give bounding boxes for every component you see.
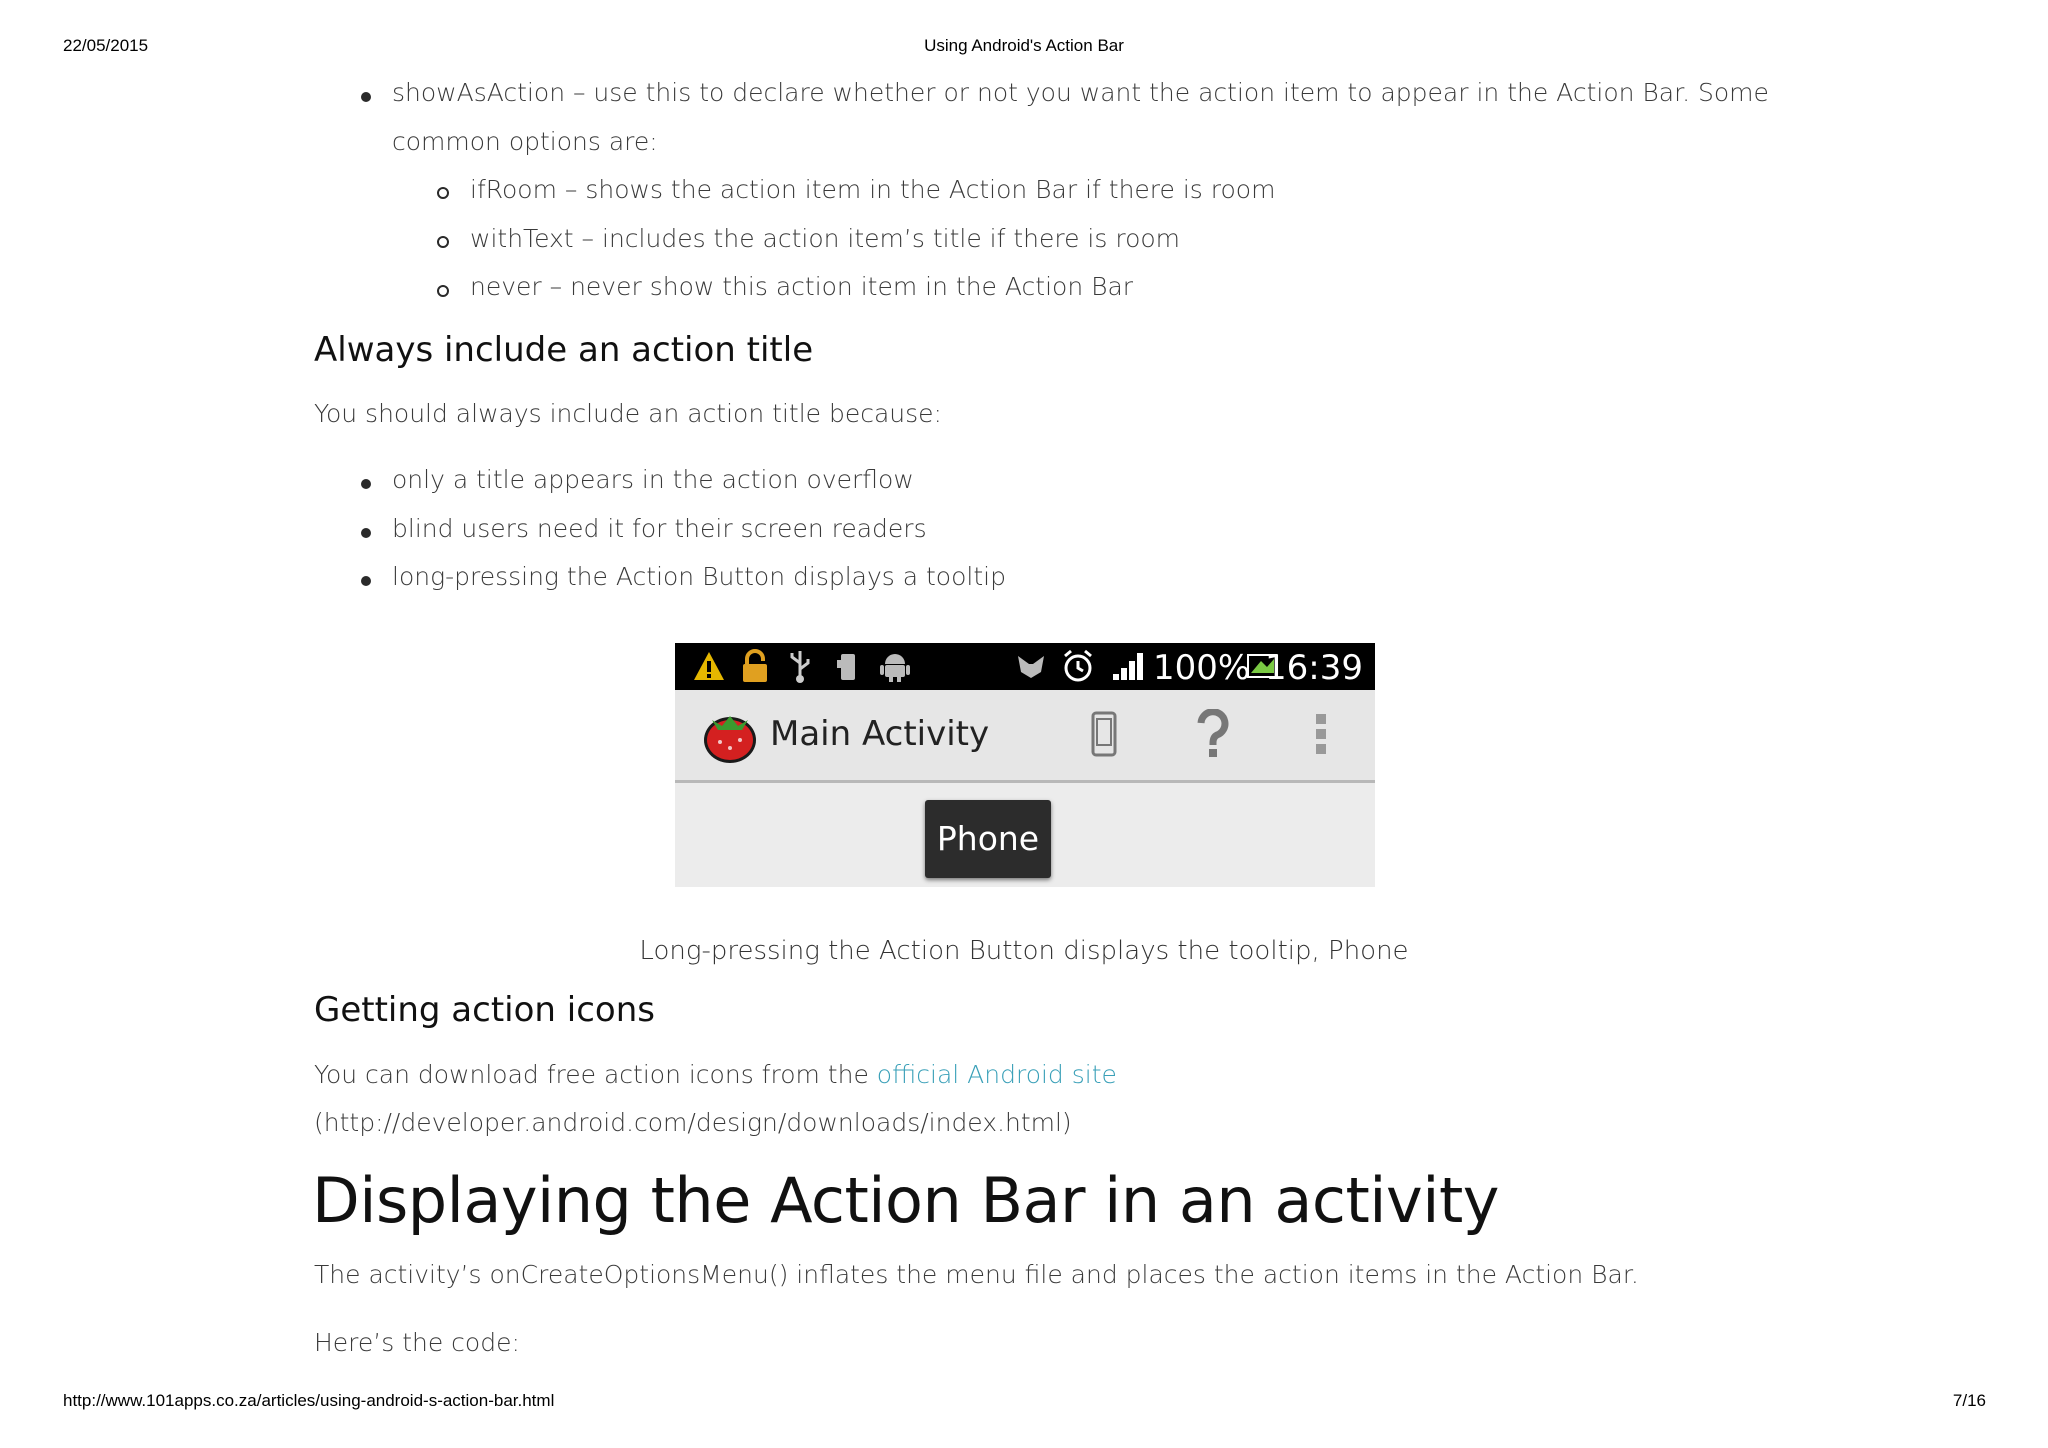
display-text: The activity’s onCreateOptionsMenu() inflates the menu file and places the action items in the Action Bar. [314,1260,1639,1289]
option-if-room: ifRoom – shows the action item in the Action Bar if there is room [470,175,1276,204]
help-icon[interactable] [1195,709,1231,759]
usb-icon [788,649,812,683]
status-time: 16:39 [1265,648,1363,688]
sub-bullet-icon [437,236,449,248]
tooltip: Phone [925,800,1051,878]
alarm-icon [1061,648,1095,684]
bullet-icon [361,479,371,489]
reason-item: long-pressing the Action Button displays a tooltip [392,562,1006,591]
android-icon [879,650,911,682]
alarm-icon [1015,650,1047,682]
action-title-intro: You should always include an action title because: [314,399,942,428]
reason-item: blind users need it for their screen readers [392,514,927,543]
warning-icon [693,650,725,682]
bullet-icon [361,92,371,102]
footer-page-number: 7/16 [1952,1391,1986,1410]
reason-item: only a title appears in the action overflow [392,465,914,494]
show-as-action-line2: common options are: [392,127,658,156]
heading-displaying-action-bar: Displaying the Action Bar in an activity [312,1164,1499,1237]
strawberry-icon[interactable] [702,708,758,764]
bullet-icon [361,528,371,538]
action-icons-text [314,1060,1117,1089]
phone-icon [835,650,859,682]
action-bar [675,690,1375,783]
bullet-icon [361,576,371,586]
heading-action-icons: Getting action icons [314,990,655,1030]
lock-icon [740,649,770,683]
option-with-text: withText – includes the action item’s title if there is room [470,224,1181,253]
app-title: Main Activity [770,714,990,754]
signal-icon [1111,650,1147,682]
official-android-site-link[interactable]: official Android site [876,1060,1117,1089]
figure-caption: Long-pressing the Action Button displays the tooltip, Phone [639,936,1409,966]
status-bar [675,643,1375,690]
action-bar-screenshot [675,643,1375,887]
sub-bullet-icon [437,187,449,199]
header-date: 22/05/2015 [63,36,149,55]
footer-url: http://www.101apps.co.za/articles/using-android-s-action-bar.html [63,1391,555,1410]
action-phone-icon[interactable] [1090,711,1118,757]
sub-bullet-icon [437,285,449,297]
code-intro: Here’s the code: [314,1328,520,1357]
option-never: never – never show this action item in the Action Bar [470,272,1134,301]
battery-level: 100% [1153,648,1251,688]
action-icons-url: (http://developer.android.com/design/downloads/index.html) [314,1108,1072,1137]
heading-action-title: Always include an action title [314,330,814,370]
show-as-action-line1: showAsAction – use this to declare whether or not you want the action item to appear in the Action Bar. Some [392,78,1769,107]
overflow-icon[interactable] [1313,710,1329,758]
action-icons-text-prefix: You can download free action icons from the [314,1060,869,1089]
header-title: Using Android's Action Bar [924,36,1124,55]
